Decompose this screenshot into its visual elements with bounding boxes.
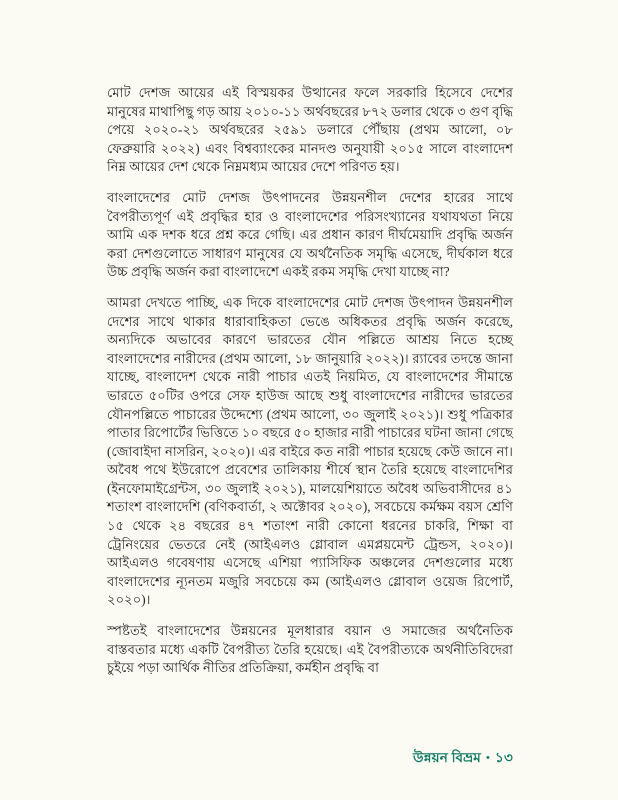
body-paragraph: মোট দেশজ আয়ের এই বিস্ময়কর উত্থানের ফলে সরকারি হিসেবে দেশের মানুষের মাথাপিছু গড় আয় ২০১০-১১ অর্থবছরের ৮৭২ ডলার থেকে ৩ গুণ বৃদ্ধি পেয়ে ২০২০-২১ অর্থবছরের ২৫৯১ ডলারে পৌঁছায় (প্রথম আলো, ০৮ ফেব্রুয়ারি ২০২২) এবং বিশ্বব্যাংকের মানদণ্ড অনুযায়ী ২০১৫ সালে বাংলাদেশ নিম্ন আয়ের দেশ থেকে নিম্নমধ্যম আয়ের দেশে পরিণত হয়।: [107, 85, 513, 175]
page-body: [107, 84, 513, 690]
footer-running-title: উন্নয়ন বিভ্রম: [412, 750, 481, 765]
footer-separator: •: [485, 752, 491, 764]
body-paragraph: বাংলাদেশের মোট দেশজ উৎপাদনের উন্নয়নশীল দেশের হারের সাথে বৈপরীত্যপূর্ণ এই প্রবৃদ্ধির হার ও বাংলাদেশের পরিসংখ্যানের যথাযথতা নিয়ে আমি এক দশক ধরে প্রশ্ন করে গেছি। এর প্রধান কারণ দীর্ঘমেয়াদি প্রবৃদ্ধি অর্জন করা দেশগুলোতে সাধারণ মানুষের যে অর্থনৈতিক সমৃদ্ধি এসেছে, দীর্ঘকাল ধরে উচ্চ প্রবৃদ্ধি অর্জন করা বাংলাদেশে একই রকম সমৃদ্ধি দেখা যাচ্ছে না?: [107, 189, 513, 280]
body-paragraph: আমরা দেখতে পাচ্ছি, এক দিকে বাংলাদেশের মোট দেশজ উৎপাদন উন্নয়নশীল দেশের সাথে থাকার ধারাবাহিকতা ভেঙে অধিকতর প্রবৃদ্ধি অর্জন করেছে, অন্যদিকে অভাবের কারণে ভারতের যৌন পল্লিতে আশ্রয় নিতে হচ্ছে বাংলাদেশের নারীদের (প্রথম আলো, ১৮ জানুয়ারি ২০২২)। র‍্যাবের তদন্তে জানা যাচ্ছে, বাংলাদেশ থেকে নারী পাচার এতই নিয়মিত, যে বাংলাদেশের সীমান্তে ভারতে ৫০টির ওপরে সেফ হাউজ আছে শুধু বাংলাদেশের নারীদের ভারতের যৌনপল্লিতে পাচারের উদ্দেশ্যে (প্রথম আলো, ৩০ জুলাই ২০২১)। শুধু পত্রিকার পাতার রিপোর্টের ভিত্তিতে ১০ বছরে ৫০ হাজার নারী পাচারের ঘটনা জানা গেছে (জোবাইদা নাসরিন, ২০২০)। এর বাইরে কত নারী পাচার হয়েছে কেউ জানে না। অবৈধ পথে ইউরোপে প্রবেশের তালিকায় শীর্ষে স্থান তৈরি হয়েছে বাংলাদেশির (ইনফোমাইগ্রেন্টস, ৩০ জুলাই ২০২১), মালয়েশিয়াতে অবৈধ অভিবাসীদের ৪১ শতাংশ বাংলাদেশি (বণিকবার্তা, ২ অক্টোবর ২০২০), সবচেয়ে কর্মক্ষম বয়স শ্রেণি ১৫ থেকে ২৪ বছরের ৪৭ শতাংশ নারী কোনো ধরনের চাকরি, শিক্ষা বা ট্রেনিংয়ের ভেতরে নেই (আইএলও গ্লোবাল এমপ্লয়মেন্ট ট্রেন্ডস, ২০২০)। আইএলও গবেষণায় এসেছে এশিয়া প্যাসিফিক অঞ্চলের দেশগুলোর মধ্যে বাংলাদেশের ন্যূনতম মজুরি সবচেয়ে কম (আইএলও গ্লোবাল ওয়েজ রিপোর্ট, ২০২০)।: [107, 294, 513, 608]
page-footer: [413, 747, 513, 770]
body-paragraph: স্পষ্টতই বাংলাদেশের উন্নয়নের মূলধারার বয়ান ও সমাজের অর্থনৈতিক বাস্তবতার মধ্যে একটি বৈপরীত্য তৈরি হয়েছে। এই বৈপরীত্যকে অর্থনীতিবিদেরা চুইয়ে পড়া আর্থিক নীতির প্রতিক্রিয়া, কর্মহীন প্রবৃদ্ধি বা: [107, 623, 513, 676]
footer-page-number: ১৩: [495, 750, 513, 765]
